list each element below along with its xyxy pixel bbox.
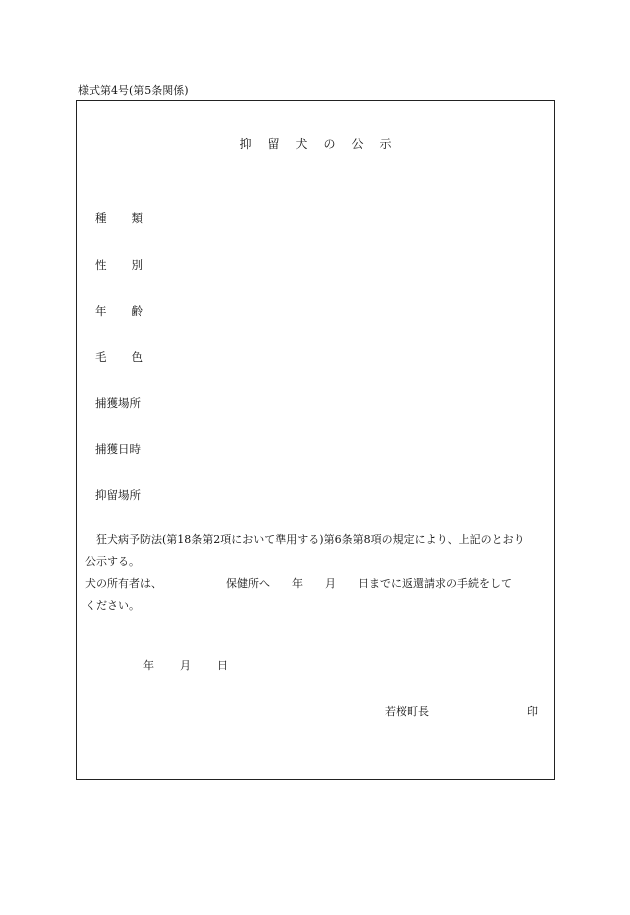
deadline-month: 月	[325, 577, 336, 590]
date-year: 年	[143, 659, 154, 672]
date-day: 日	[217, 659, 228, 672]
field-coat-color-char-1: 毛	[95, 350, 107, 364]
field-coat-color	[95, 350, 143, 364]
field-type-char-2: 類	[131, 211, 143, 225]
owner-line-4: ください。	[85, 599, 140, 612]
deadline-year: 年	[292, 577, 303, 590]
field-sex-char-1: 性	[95, 258, 107, 272]
field-age-char-1: 年	[95, 304, 107, 318]
field-type-char-1: 種	[95, 211, 107, 225]
notice-date	[143, 657, 228, 673]
field-type	[95, 211, 143, 225]
health-center-label: 保健所へ	[226, 577, 270, 590]
deadline-until: 日までに返還請求の手続をして	[358, 577, 512, 590]
field-capture-datetime: 捕獲日時	[95, 442, 141, 456]
date-month: 月	[180, 659, 191, 672]
form-title: 抑留犬の公示	[239, 137, 408, 151]
field-detention-place: 抑留場所	[95, 488, 141, 502]
field-age	[95, 304, 143, 318]
owner-prefix: 犬の所有者は、	[85, 577, 162, 590]
field-sex	[95, 258, 143, 272]
seal-mark: 印	[527, 705, 538, 718]
notice-line-1: 狂犬病予防法(第18条第2項において準用する)第6条第8項の規定により、上記のとおり	[96, 533, 525, 546]
field-age-char-2: 齢	[131, 304, 143, 318]
form-number: 様式第4号(第5条関係)	[78, 84, 189, 97]
notice-line-2: 公示する。	[85, 555, 140, 568]
owner-paragraph	[85, 573, 548, 617]
mayor-title: 若桜町長	[385, 705, 429, 718]
field-sex-char-2: 別	[131, 258, 143, 272]
notice-form-frame	[76, 100, 555, 780]
field-capture-place: 捕獲場所	[95, 396, 141, 410]
notice-paragraph	[85, 529, 548, 573]
field-coat-color-char-2: 色	[131, 350, 143, 364]
